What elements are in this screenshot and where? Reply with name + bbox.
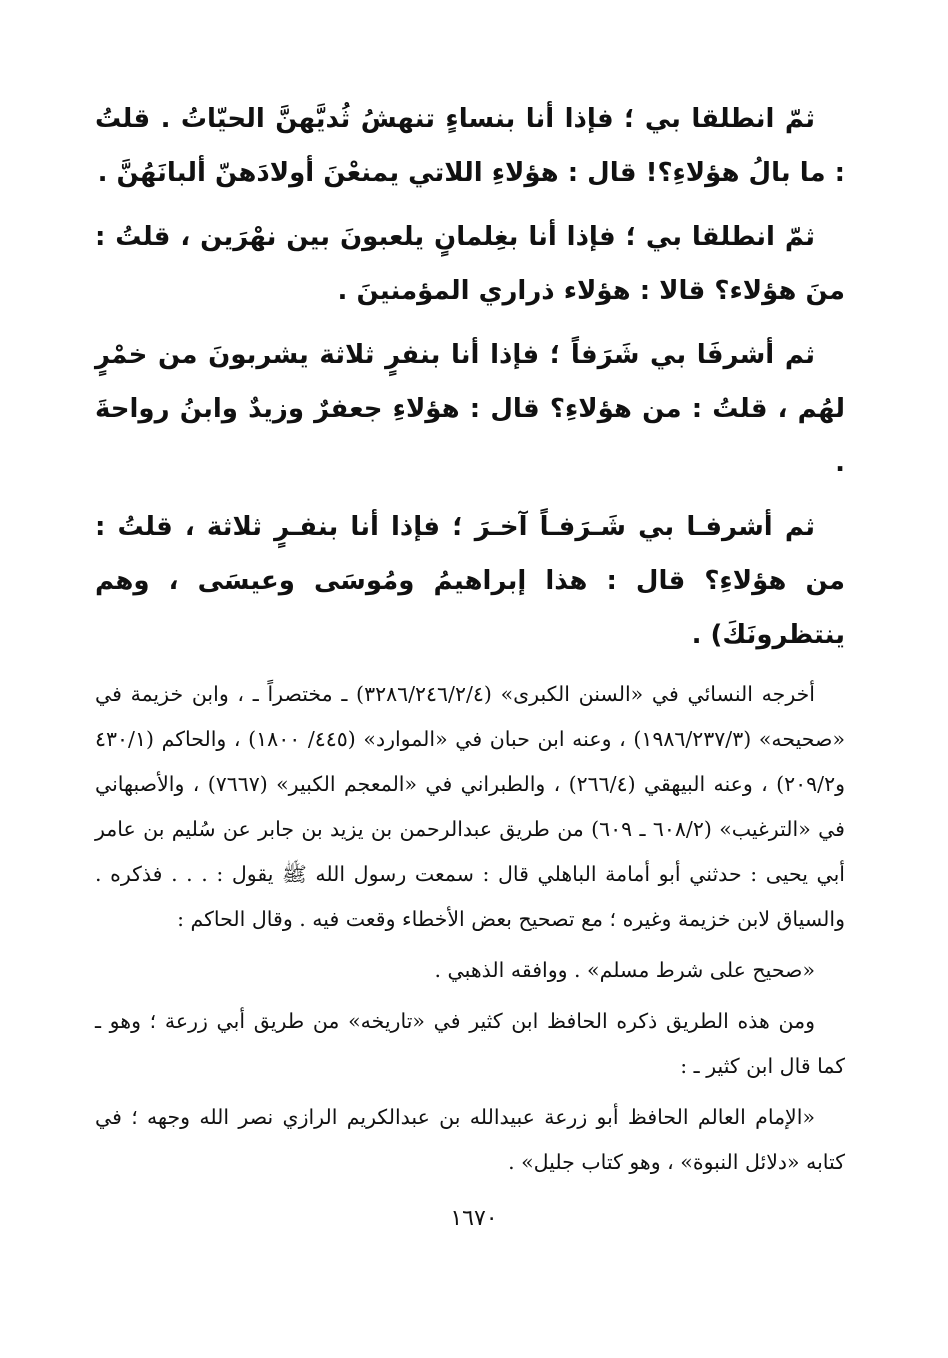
hadith-paragraph-1: ثمّ انطلقا بي ؛ فإذا أنا بنساءٍ تنهشُ ثُديَّهنَّ الحيّاتُ . قلتُ : ما بالُ هؤلاءِ؟! قال : هؤلاءِ اللاتي يمنعْنَ أولادَهنّ ألبانَهُنَّ .	[95, 104, 845, 188]
page-body	[95, 92, 845, 1191]
takhrij-paragraph-3: ومن هذه الطريق ذكره الحافظ ابن كثير في «تاريخه» من طريق أبي زرعة ؛ وهو ـ كما قال ابن كثير ـ :	[95, 1009, 845, 1078]
takhrij-paragraph-4: «الإمام العالم الحافظ أبو زرعة عبيدالله بن عبدالكريم الرازي نصر الله وجهه ؛ في كتابه «دلائل النبوة» ، وهو كتاب جليل» .	[95, 1105, 845, 1174]
hadith-paragraph-2: ثمّ انطلقا بي ؛ فإذا أنا بغِلمانٍ يلعبونَ بين نهْرَين ، قلتُ : منَ هؤلاء؟ قالا : هؤلاء ذراري المؤمنينَ .	[95, 222, 845, 306]
takhrij-paragraph-1: أخرجه النسائي في «السنن الكبرى» (٣٢٨٦/٢٤٦/٢/٤) ـ مختصراً ـ ، وابن خزيمة في «صحيحه» (١٩٨٦/٢٣٧/٣) ، وعنه ابن حبان في «الموارد» (٤٤٥/ ١٨٠٠) ، والحاكم (٤٣٠/١ و٢٠٩/٢) ، وعنه البيهقي (٢٦٦/٤) ، والطبراني في «المعجم الكبير» (٧٦٦٧) ، والأصبهاني في «الترغيب» (٦٠٨/٢ ـ ٦٠٩) من طريق عبدالرحمن بن يزيد بن جابر عن سُليم بن عامر أبي يحيى : حدثني أبو أمامة الباهلي قال : سمعت رسول الله ﷺ يقول : . . . فذكره . والسياق لابن خزيمة وغيره ؛ مع تصحيح بعض الأخطاء وقعت فيه . وقال الحاكم :	[95, 682, 845, 931]
hadith-paragraph-4: ثم أشرفـا بي شَـرَفـاً آخـرَ ؛ فإذا أنا بنفـرٍ ثلاثة ، قلتُ : من هؤلاءِ؟ قال : هذا إبراهيمُ ومُوسَى وعيسَى ، وهم ينتظرونَكَ) .	[95, 512, 845, 650]
hadith-paragraph-3: ثم أشرفَا بي شَرَفاً ؛ فإذا أنا بنفرٍ ثلاثة يشربونَ من خمْرٍ لهُم ، قلتُ : من هؤلاءِ؟ قال : هؤلاءِ جعفرٌ وزيدٌ وابنُ رواحةَ .	[95, 340, 845, 478]
takhrij-paragraph-2: «صحيح على شرط مسلم» . ووافقه الذهبي .	[434, 958, 815, 982]
page-number: ١٦٧٠	[450, 1206, 498, 1231]
